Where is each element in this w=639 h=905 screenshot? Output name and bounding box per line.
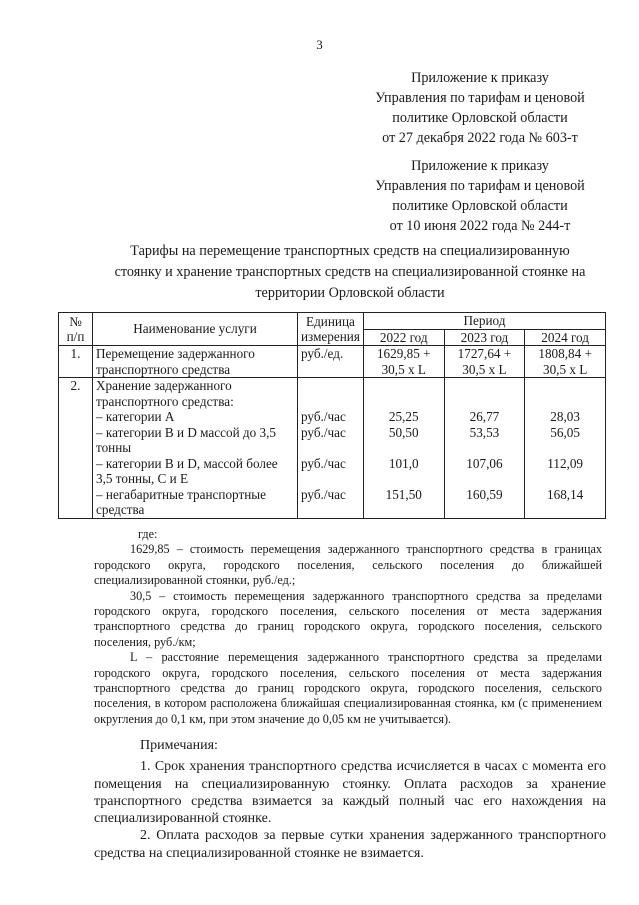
unit-text: руб./час — [301, 424, 346, 440]
value-text: 168,14 — [547, 486, 584, 502]
service-text: Перемещение задержанного — [96, 346, 255, 361]
service-cell — [93, 378, 298, 519]
title-line: стоянку и хранение транспортных средств на специализированной стоянке на — [114, 264, 586, 280]
service-text: Хранение задержанного — [96, 378, 232, 393]
table-row — [59, 346, 606, 378]
row-number: 1. — [59, 346, 93, 378]
header-number — [59, 313, 93, 346]
table-header-row — [59, 313, 606, 330]
appendix-block-previous — [330, 156, 630, 236]
value-cell — [444, 346, 525, 378]
value-text: 1808,84 + — [538, 346, 592, 361]
service-item: – категории В и D массой до 3,5 — [96, 424, 277, 440]
page-number: 3 — [316, 37, 323, 52]
value-text: 30,5 x L — [462, 361, 507, 377]
value-text: 30,5 x L — [381, 361, 426, 377]
value-text: 53,53 — [469, 424, 500, 440]
header-service: Наименование услуги — [93, 313, 298, 346]
value-text: 28,03 — [550, 409, 580, 424]
value-text: 151,50 — [385, 486, 422, 502]
value-text: 56,05 — [550, 424, 580, 440]
appendix-line: политике Орловской области — [392, 110, 568, 126]
appendix-line: Управления по тарифам и ценовой — [375, 90, 585, 106]
header-unit — [298, 313, 364, 346]
tariffs-table — [58, 312, 606, 519]
header-year: 2023 год — [444, 329, 525, 346]
definition-paragraph: 1629,85 – стоимость перемещения задержанного транспортного средства в границах городского округа, городского поселения, сельского поселения до ближайшей специализированной стоянки, руб./ед.; — [94, 542, 602, 588]
header-text: п/п — [66, 329, 85, 344]
value-cell — [363, 346, 444, 378]
definition-paragraph: L – расстояние перемещения задержанного транспортного средства за пределами городского округа, городского поселения, сельского поселения от места задержания транспортного средства до границ городского округа, городского поселения, сельского поселения, в котором расположена ближайшая специализированная стоянка, км (с применением округления до 0,1 км, при этом значение до 0,05 км не учитывается). — [94, 650, 602, 726]
service-cell — [93, 346, 298, 378]
value-text: 107,06 — [466, 455, 503, 471]
appendix-line: Приложение к приказу — [411, 158, 549, 174]
header-text: измерения — [301, 329, 360, 344]
title-line: Тарифы на перемещение транспортных средств на специализированную — [130, 243, 570, 259]
value-text: 1629,85 + — [376, 346, 431, 361]
note-item: 2. Оплата расходов за первые сутки хранения задержанного транспортного средства на специализированной стоянке не взимается. — [94, 828, 606, 861]
header-text: № — [69, 313, 82, 329]
unit-cell: руб./ед. — [298, 346, 364, 378]
row-number: 2. — [59, 378, 93, 519]
value-cell — [525, 378, 606, 519]
appendix-line: Приложение к приказу — [411, 70, 549, 86]
value-cell — [444, 378, 525, 519]
value-text: 160,59 — [466, 486, 503, 502]
header-year: 2024 год — [525, 329, 606, 346]
service-item: тонны — [96, 440, 132, 455]
unit-text: руб./час — [301, 455, 346, 471]
notes-section — [94, 737, 606, 862]
where-label: где: — [138, 527, 158, 541]
value-text: 25,25 — [388, 409, 419, 424]
unit-cell — [298, 378, 364, 519]
notes-title: Примечания: — [140, 738, 218, 753]
value-text: 26,77 — [469, 409, 500, 424]
title-line: территории Орловской области — [255, 285, 445, 301]
service-item: – категории А — [96, 409, 175, 424]
value-cell — [363, 378, 444, 519]
table-row — [59, 378, 606, 519]
appendix-line: от 10 июня 2022 года № 244-т — [389, 218, 571, 234]
value-text: 1727,64 + — [457, 346, 512, 361]
service-item: средства — [96, 502, 145, 517]
header-year: 2022 год — [363, 329, 444, 346]
value-text: 50,50 — [388, 424, 419, 440]
definition-paragraph: 30,5 – стоимость перемещения задержанного транспортного средства за пределами городского округа, городского поселения, сельского поселения от места задержания транспортного средства до границ городского округа, городского поселения, сельского поселения, руб./км; — [94, 588, 602, 649]
where-definitions — [94, 527, 602, 727]
value-text: 112,09 — [547, 455, 584, 471]
appendix-line: Управления по тарифам и ценовой — [375, 178, 585, 194]
document-title — [100, 241, 600, 304]
service-item: – категории В и D, массой более — [96, 455, 278, 471]
unit-text: руб./час — [301, 409, 346, 424]
header-period: Период — [363, 313, 605, 330]
service-text: транспортного средства: — [96, 393, 234, 409]
appendix-line: политике Орловской области — [392, 198, 568, 214]
service-text: транспортного средства — [96, 361, 231, 377]
unit-text: руб./час — [301, 486, 346, 502]
service-item: – негабаритные транспортные — [96, 486, 266, 502]
header-text: Единица — [306, 313, 355, 329]
value-cell — [525, 346, 606, 378]
note-item: 1. Срок хранения транспортного средства исчисляется в часах с момента его помещения на специализированную стоянку. Оплата расходов за хранение транспортного средства взимается за каждый полный час его нахождения на специализированной стоянке. — [94, 759, 606, 827]
value-text: 30,5 x L — [542, 361, 588, 377]
appendix-block-current — [330, 68, 630, 148]
service-item: 3,5 тонны, С и Е — [96, 471, 189, 486]
appendix-line: от 27 декабря 2022 года № 603-т — [382, 130, 578, 146]
value-text: 101,0 — [388, 455, 419, 471]
